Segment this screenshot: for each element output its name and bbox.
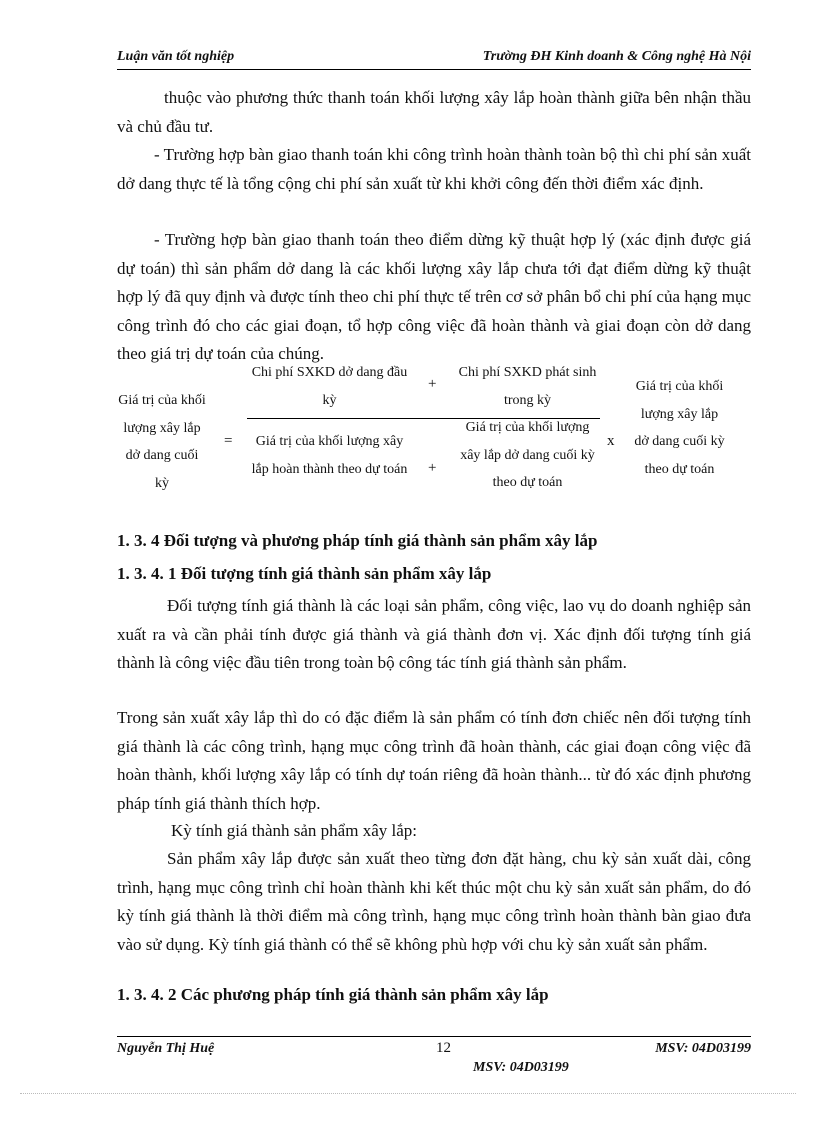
header-left-title: Luận văn tốt nghiệp <box>117 49 235 64</box>
paragraph-6: Kỳ tính giá thành sản phẩm xây lắp: <box>171 821 417 840</box>
page-bottom-dotted-line <box>20 1093 796 1094</box>
formula-equals: = <box>224 433 233 449</box>
formula-lhs: Giá trị của khối lượng xây lắp dở dang cuối kỳ <box>118 393 206 491</box>
header-right-title: Trường ĐH Kinh doanh & Công nghệ Hà Nội <box>482 49 751 64</box>
formula-denominator-a: Giá trị của khối lượng xây lắp hoàn thành theo dự toán <box>251 434 408 477</box>
formula-numerator-b: Chi phí SXKD phát sinh trong kỳ <box>458 365 597 408</box>
paragraph-5: Trong sản xuất xây lắp thì do có đặc điểm là sản phẩm có tính đơn chiếc nên đối tượng tính giá thành là các công trình, hạng mục công trình đã hoàn thành, các giai đoạn công việc đã hoàn thành, khối lượng xây lắp có tính dự toán riêng đã hoàn thành... từ đó xác định phương pháp tính giá thành thích hợp. <box>117 708 751 813</box>
formula-plus-bottom: + <box>428 460 437 476</box>
formula-times: x <box>607 433 615 449</box>
formula-rhs: Giá trị của khối lượng xây lắp dở dang cuối kỳ theo dự toán <box>634 379 725 477</box>
formula-plus-top: + <box>428 376 437 392</box>
formula-denominator-b: Giá trị của khối lượng xây lắp dở dang cuối kỳ theo dự toán <box>460 420 595 490</box>
footer-author: Nguyễn Thị Huệ <box>117 1041 215 1056</box>
paragraph-3: - Trường hợp bàn giao thanh toán theo điểm dừng kỹ thuật hợp lý (xác định được giá dự toán) thì sản phẩm dở dang là các khối lượng xây lắp chưa tới đạt điểm dừng kỹ thuật hợp lý đã quy định và được tính theo chi phí thực tế trên cơ sở phân bổ chi phí của hạng mục công trình đó cho các giai đoạn, tổ hợp công việc đã hoàn thành và giai đoạn còn dở dang theo giá trị dự toán của chúng. <box>117 230 751 363</box>
section-heading-1-3-4-2: 1. 3. 4. 2 Các phương pháp tính giá thành sản phẩm xây lắp <box>117 985 549 1004</box>
formula-numerator-a: Chi phí SXKD dở dang đầu kỳ <box>251 365 408 408</box>
footer-msv-bottom: MSV: 04D03199 <box>473 1060 569 1075</box>
footer-rule <box>117 1036 751 1037</box>
section-heading-1-3-4-1: 1. 3. 4. 1 Đối tượng tính giá thành sản phẩm xây lắp <box>117 564 492 583</box>
paragraph-2: - Trường hợp bàn giao thanh toán khi công trình hoàn thành toàn bộ thì chi phí sản xuất dở dang thực tế là tổng cộng chi phí sản xuất từ khi khởi công đến thời điểm xác định. <box>117 145 751 193</box>
paragraph-4: Đối tượng tính giá thành là các loại sản phẩm, công việc, lao vụ do doanh nghiệp sản xuất ra và cần phải tính được giá thành và giá thành đơn vị. Xác định đối tượng tính giá thành là công việc đầu tiên trong toàn bộ công tác tính giá thành sản phẩm. <box>117 596 751 672</box>
section-heading-1-3-4: 1. 3. 4 Đối tượng và phương pháp tính giá thành sản phẩm xây lắp <box>117 531 598 550</box>
header-rule <box>117 69 751 70</box>
paragraph-7: Sản phẩm xây lắp được sản xuất theo từng đơn đặt hàng, chu kỳ sản xuất dài, công trình, hạng mục công trình chỉ hoàn thành khi kết thúc một chu kỳ sản xuất sản phẩm, do đó kỳ tính giá thành là thời điểm mà công trình, hạng mục công trình hoàn thành bàn giao đưa vào sử dụng. Kỳ tính giá thành có thể sẽ không phù hợp với chu kỳ sản xuất sản phẩm. <box>117 849 751 954</box>
page-number: 12 <box>436 1040 451 1056</box>
footer-msv-right: MSV: 04D03199 <box>655 1041 751 1056</box>
paragraph-1: thuộc vào phương thức thanh toán khối lượng xây lắp hoàn thành giữa bên nhận thầu và chủ đầu tư. <box>117 88 751 136</box>
